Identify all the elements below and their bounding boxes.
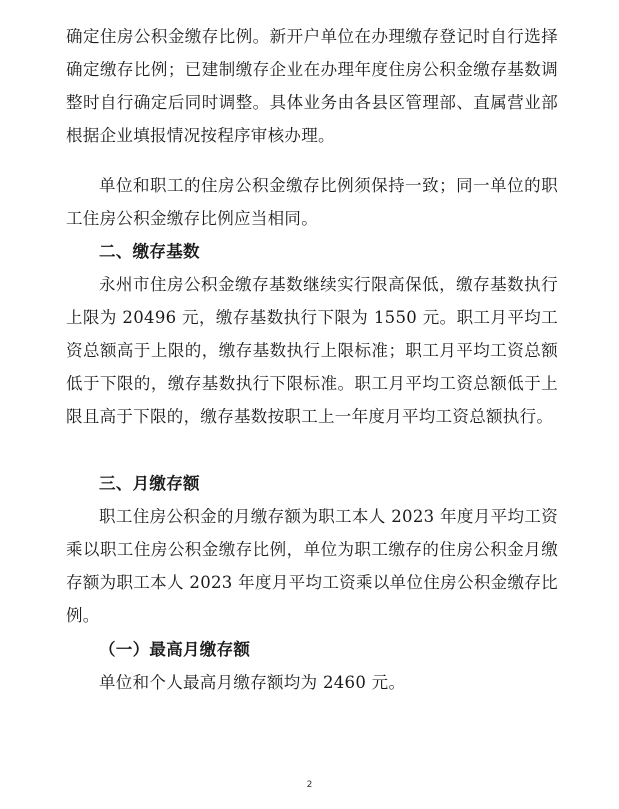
subsection-heading-max-monthly: （一）最高月缴存额	[99, 640, 251, 659]
paragraph-monthly-contribution: 职工住房公积金的月缴存额为职工本人 2023 年度月平均工资乘以职工住房公积金缴存比例，单位为职工缴存的住房公积金月缴存额为职工本人 2023 年度月平均工资乘以单位住房公积金缴存比例。	[66, 507, 558, 625]
section-heading-contribution-base: 二、缴存基数	[99, 242, 200, 261]
paragraph-contribution-ratio: 确定住房公积金缴存比例。新开户单位在办理缴存登记时自行选择确定缴存比例；已建制缴存企业在办理年度住房公积金缴存基数调整时自行确定后同时调整。具体业务由各县区管理部、直属营业部根据企业填报情况按程序审核办理。	[66, 27, 558, 145]
paragraph-max-monthly: 单位和个人最高月缴存额均为 2460 元。	[99, 673, 406, 692]
paragraph-ratio-consistency: 单位和职工的住房公积金缴存比例须保持一致；同一单位的职工住房公积金缴存比例应当相同。	[66, 176, 558, 228]
paragraph-contribution-base: 永州市住房公积金缴存基数继续实行限高保低，缴存基数执行上限为 20496 元，缴存基数执行下限为 1550 元。职工月平均工资总额高于上限的，缴存基数执行上限标准；职工月平均工资总额低于下限的，缴存基数执行下限标准。职工月平均工资总额低于上限且高于下限的，缴存基数按职工上一年度月平均工资总额执行。	[66, 275, 558, 426]
page-number: 2	[306, 780, 313, 790]
section-heading-monthly-contribution: 三、月缴存额	[99, 474, 200, 493]
